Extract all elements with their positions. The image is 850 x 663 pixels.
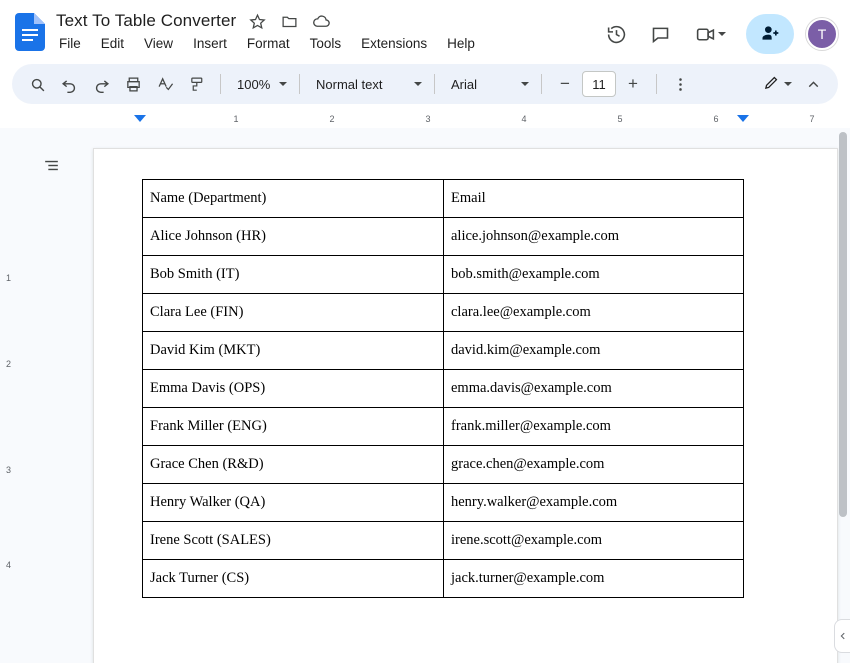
left-indent-marker[interactable] <box>134 115 146 122</box>
table-row[interactable] <box>143 560 744 598</box>
table-cell-name[interactable]: Frank Miller (ENG) <box>143 408 444 446</box>
toolbar-divider <box>656 74 657 94</box>
chevron-down-icon <box>784 82 792 86</box>
share-person-icon <box>760 23 780 46</box>
table-cell-email[interactable]: frank.miller@example.com <box>444 408 744 446</box>
vruler-number: 3 <box>6 465 12 475</box>
hide-menus-icon[interactable] <box>798 69 828 99</box>
ruler-number: 2 <box>329 114 335 124</box>
table-row[interactable] <box>143 332 744 370</box>
menu-edit[interactable]: Edit <box>100 36 125 51</box>
redo-icon[interactable] <box>86 69 116 99</box>
paint-format-icon[interactable] <box>182 69 212 99</box>
editing-mode-icon <box>763 74 780 94</box>
chevron-down-icon <box>718 32 726 36</box>
toolbar-divider <box>434 74 435 94</box>
ruler-number: 5 <box>617 114 623 124</box>
editing-mode-select[interactable] <box>755 70 796 98</box>
print-icon[interactable] <box>118 69 148 99</box>
vruler-number: 2 <box>6 359 12 369</box>
toolbar-container <box>0 64 850 112</box>
table-row[interactable] <box>143 256 744 294</box>
increase-font-size-button[interactable]: + <box>628 74 638 93</box>
document-page[interactable] <box>93 148 838 663</box>
more-options-icon[interactable] <box>665 69 695 99</box>
data-table[interactable] <box>142 179 744 598</box>
ruler-number: 6 <box>713 114 719 124</box>
meet-icon[interactable] <box>684 14 736 54</box>
star-icon[interactable] <box>246 10 268 32</box>
title-and-menus <box>56 8 596 52</box>
paragraph-style-value: Normal text <box>316 76 383 92</box>
table-cell-email[interactable]: david.kim@example.com <box>444 332 744 370</box>
table-cell-email[interactable]: henry.walker@example.com <box>444 484 744 522</box>
ruler-number: 3 <box>425 114 431 124</box>
toolbar-divider <box>299 74 300 94</box>
spellcheck-icon[interactable] <box>150 69 180 99</box>
table-row[interactable] <box>143 446 744 484</box>
undo-icon[interactable] <box>54 69 84 99</box>
vruler-number: 4 <box>6 560 12 570</box>
toolbar <box>12 64 838 104</box>
table-cell-email[interactable]: grace.chen@example.com <box>444 446 744 484</box>
table-row[interactable] <box>143 218 744 256</box>
chevron-down-icon <box>521 82 529 86</box>
table-cell-email[interactable]: irene.scott@example.com <box>444 522 744 560</box>
right-indent-marker[interactable] <box>737 115 749 122</box>
ruler-track <box>93 114 814 126</box>
title-bar <box>0 0 850 64</box>
chevron-down-icon <box>414 82 422 86</box>
menu-view[interactable]: View <box>144 36 174 51</box>
font-size-input[interactable]: 11 <box>582 71 616 97</box>
table-cell-name[interactable]: Bob Smith (IT) <box>143 256 444 294</box>
menu-format[interactable]: Format <box>246 36 290 51</box>
paragraph-style-select[interactable] <box>308 70 426 98</box>
table-cell-email[interactable]: jack.turner@example.com <box>444 560 744 598</box>
vertical-scrollbar[interactable] <box>838 132 848 657</box>
table-cell-name[interactable]: David Kim (MKT) <box>143 332 444 370</box>
menu-help[interactable]: Help <box>447 36 475 51</box>
zoom-value: 100% <box>237 76 271 92</box>
menu-file[interactable]: File <box>59 36 81 51</box>
table-cell-name[interactable]: Alice Johnson (HR) <box>143 218 444 256</box>
font-family-value: Arial <box>451 76 478 92</box>
table-header-cell[interactable]: Email <box>444 180 744 218</box>
scrollbar-thumb[interactable] <box>839 132 847 517</box>
cloud-saved-icon[interactable] <box>310 10 332 32</box>
table-row[interactable] <box>143 370 744 408</box>
share-button[interactable] <box>746 14 794 54</box>
ruler-number: 4 <box>521 114 527 124</box>
font-family-select[interactable] <box>443 70 533 98</box>
version-history-icon[interactable] <box>596 14 636 54</box>
menu-extensions[interactable]: Extensions <box>361 36 428 51</box>
horizontal-ruler[interactable] <box>0 112 850 128</box>
table-cell-email[interactable]: clara.lee@example.com <box>444 294 744 332</box>
table-cell-email[interactable]: alice.johnson@example.com <box>444 218 744 256</box>
menu-tools[interactable]: Tools <box>309 36 342 51</box>
table-cell-name[interactable]: Irene Scott (SALES) <box>143 522 444 560</box>
ruler-number: 1 <box>233 114 239 124</box>
table-cell-name[interactable]: Grace Chen (R&D) <box>143 446 444 484</box>
menu-insert[interactable]: Insert <box>193 36 227 51</box>
ruler-number: 7 <box>809 114 815 124</box>
table-row[interactable] <box>143 484 744 522</box>
table-cell-name[interactable]: Emma Davis (OPS) <box>143 370 444 408</box>
table-row[interactable] <box>143 294 744 332</box>
table-cell-name[interactable]: Clara Lee (FIN) <box>143 294 444 332</box>
decrease-font-size-button[interactable]: − <box>560 74 570 93</box>
zoom-select[interactable] <box>229 70 291 98</box>
move-to-folder-icon[interactable] <box>278 10 300 32</box>
document-title[interactable]: Text To Table Converter <box>56 11 237 30</box>
toolbar-divider <box>220 74 221 94</box>
vruler-number: 1 <box>6 273 12 283</box>
table-row[interactable] <box>143 522 744 560</box>
table-row[interactable] <box>143 408 744 446</box>
table-header-cell[interactable]: Name (Department) <box>143 180 444 218</box>
table-cell-email[interactable]: emma.davis@example.com <box>444 370 744 408</box>
title-bar-actions <box>596 8 838 54</box>
document-area <box>0 128 850 663</box>
vertical-ruler <box>0 128 22 663</box>
google-docs-logo-icon[interactable] <box>12 10 48 54</box>
menu-bar <box>56 35 596 52</box>
document-outline-icon[interactable] <box>34 148 68 182</box>
avatar[interactable]: T <box>806 18 838 50</box>
table-cell-name[interactable]: Jack Turner (CS) <box>143 560 444 598</box>
comment-icon[interactable] <box>640 14 680 54</box>
table-header-row[interactable] <box>143 180 744 218</box>
table-cell-email[interactable]: bob.smith@example.com <box>444 256 744 294</box>
toolbar-divider <box>541 74 542 94</box>
chevron-down-icon <box>279 82 287 86</box>
side-panel-expand-button[interactable] <box>834 619 850 653</box>
search-icon[interactable] <box>22 69 52 99</box>
table-cell-name[interactable]: Henry Walker (QA) <box>143 484 444 522</box>
